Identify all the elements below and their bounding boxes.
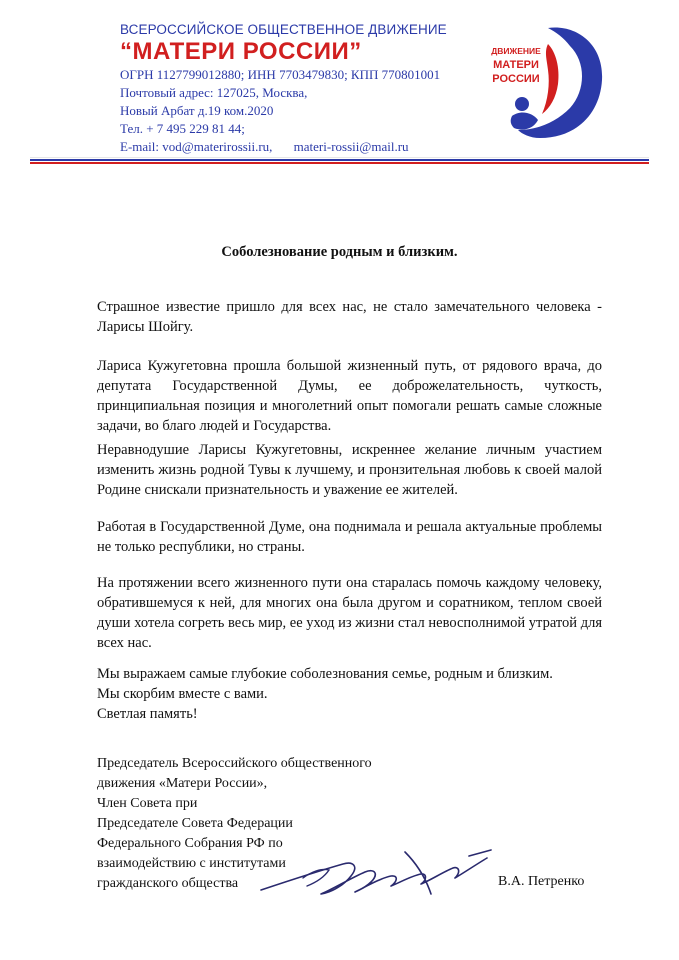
position-line: Федерального Собрания РФ по <box>97 836 283 851</box>
paragraph-1: Страшное известие пришло для всех нас, не стало замечательного человека - Ларисы Шойгу. <box>97 299 602 335</box>
closing-line-memory: Светлая память! <box>97 706 198 722</box>
divider-blue <box>30 159 649 161</box>
paragraph-4: Работая в Государственной Думе, она поднимала и решала актуальные проблемы не только республики, но страны. <box>97 519 602 555</box>
organization-type: ВСЕРОССИЙСКОЕ ОБЩЕСТВЕННОЕ ДВИЖЕНИЕ <box>120 22 447 37</box>
paragraph-5: На протяжении всего жизненного пути она старалась помочь каждому человеку, обратившемуся к ней, для многих она была другом и соратником, теплом своей души хотела согреть весь мир, ее уход из жизни стал невосполнимой утратой для всех нас. <box>97 575 602 651</box>
logo-word-mothers: МАТЕРИ <box>493 59 539 71</box>
email-primary: E-mail: vod@materirossii.ru, <box>120 139 273 154</box>
paragraph-2: Лариса Кужугетовна прошла большой жизненный путь, от рядового врача, до депутата Государственной Думы, ее доброжелательность, чуткость, принципиальная позиция и многолетний опыт помогали решать самые сложные задачи, во благо людей и Государства. <box>97 358 602 434</box>
closing-line-grieve: Мы скорбим вместе с вами. <box>97 686 268 702</box>
divider-red <box>30 162 649 164</box>
email-line <box>120 138 427 156</box>
postal-address: Почтовый адрес: 127025, Москва, <box>120 85 308 100</box>
position-line: Член Совета при <box>97 796 198 811</box>
position-line: гражданского общества <box>97 876 239 891</box>
logo-word-russia: РОССИИ <box>492 73 540 85</box>
paragraph-3: Неравнодушие Ларисы Кужугетовны, искреннее желание личным участием изменить жизнь родной Тувы к лучшему, и пронзительная любовь к своей малой Родине снискали признательность и уважение ее жителей. <box>97 442 602 498</box>
street-address: Новый Арбат д.19 ком.2020 <box>120 103 274 118</box>
divider-white <box>30 157 649 158</box>
position-line: Председатель Всероссийского общественного <box>97 756 372 771</box>
organization-name: “МАТЕРИ РОССИИ” <box>120 38 362 65</box>
closing-block <box>97 664 602 724</box>
letter-title: Соболезнование родным и близким. <box>221 244 458 260</box>
position-line: движения «Матери России», <box>97 776 268 791</box>
registry-numbers: ОГРН 1127799012880; ИНН 7703479830; КПП 770801001 <box>120 67 441 82</box>
closing-line-condolences: Мы выражаем самые глубокие соболезнования семье, родным и близким. <box>97 666 553 682</box>
phone-number: Тел. + 7 495 229 81 44; <box>120 121 245 136</box>
materi-rossii-logo <box>478 22 618 142</box>
logo-word-movement: ДВИЖЕНИЕ <box>491 46 541 56</box>
email-secondary: materi-rossii@mail.ru <box>293 139 409 154</box>
signatory-name: В.А. Петренко <box>498 874 585 889</box>
position-line: Председателе Совета Федерации <box>97 816 293 831</box>
position-line: взаимодействию с институтами <box>97 856 286 871</box>
handwritten-signature <box>255 842 500 912</box>
